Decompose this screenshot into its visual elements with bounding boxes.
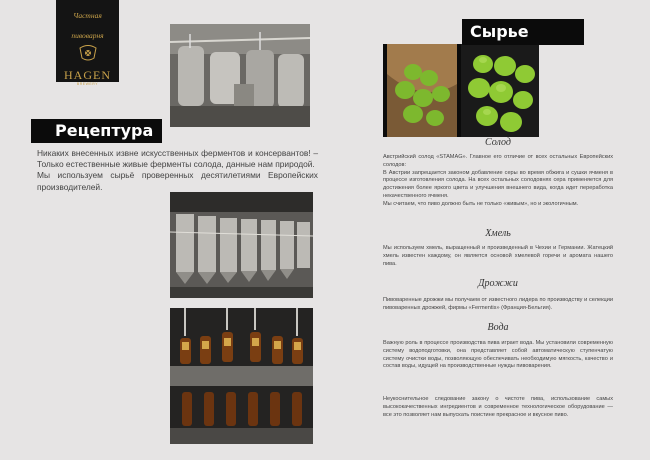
logo-line-1: Частная xyxy=(73,11,102,20)
water-heading: Вода xyxy=(487,322,509,333)
raw-materials-title: Сырье xyxy=(462,19,584,45)
logo-name: HAGEN xyxy=(64,68,111,82)
intro-paragraph: Мы используем сырьё проверенных десятилетиями Европейских производителей. xyxy=(37,170,318,192)
malt-heading: Солод xyxy=(485,137,511,148)
logo-line-2: пивоварня xyxy=(71,31,104,40)
malt-paragraph: Мы считаем, что пиво должно быть не только «живым», но и экологичным. xyxy=(383,200,579,207)
hop-crest-icon xyxy=(77,44,99,62)
yeast-heading: Дрожжи xyxy=(478,278,518,289)
intro-paragraph: Никаких внесенных извне искусственных ферментов и консервантов! – Только естественные живые ферменты солода, данные нам природой. xyxy=(37,148,318,170)
brewhouse-photo xyxy=(170,24,310,127)
intro-text xyxy=(37,148,318,193)
logo-subtitle: BREWERY xyxy=(76,82,99,86)
hops-photo xyxy=(383,44,539,137)
malt-text xyxy=(383,154,613,209)
malt-paragraph: Австрийский солод «STAMAG». Главное его отличие от всех остальных Европейских солодов: xyxy=(383,154,613,168)
yeast-paragraph: Пивоваренные дрожжи мы получаем от известного лидера по производству и селекции пивоваренных дрожжей, фирмы «Fermentis» (Франция-Бельгия). xyxy=(383,297,613,311)
closing-text: Неукоснительное следование закону о чистоте пива, использование самых высококачественных ингредиентов и современное технологическое оборудование — все это позволяет нам выпускать поистине прекрасное и вкусное пиво. xyxy=(383,396,613,418)
yeast-text xyxy=(383,297,613,313)
recipe-title: Рецептура xyxy=(31,119,162,143)
malt-paragraph: В Австрии запрещается законом добавление серы во время обжига и сушки ячменя в процессе изготовления солода. На всех остальных солодовнях сера применяется для достижения более яркого цвета и улучшения внешнего вида, когда идет переработка некачественного ячменя. xyxy=(383,169,613,199)
brewery-logo xyxy=(56,0,119,86)
hops-heading: Хмель xyxy=(485,228,511,239)
hops-paragraph: Мы используем хмель, выращенный и произведенный в Чехии и Германии. Жатецкий хмель известен каждому, он является основой хмелевой горечи и аромата нашего пива. xyxy=(383,245,613,267)
fermentation-tanks-photo xyxy=(170,192,313,298)
water-paragraph: Важную роль в процессе производства пива играет вода. Мы установили современную систему водоподготовки, она представляет собой автоматическую ступенчатую систему очистки воды, позволяющую обеспечивать необходимую мягкость, качество и состав воды, идущей на производственные нужды пивоварения. xyxy=(383,340,613,370)
water-text xyxy=(383,340,613,371)
hops-text xyxy=(383,245,613,268)
bottling-line-photo xyxy=(170,308,313,444)
